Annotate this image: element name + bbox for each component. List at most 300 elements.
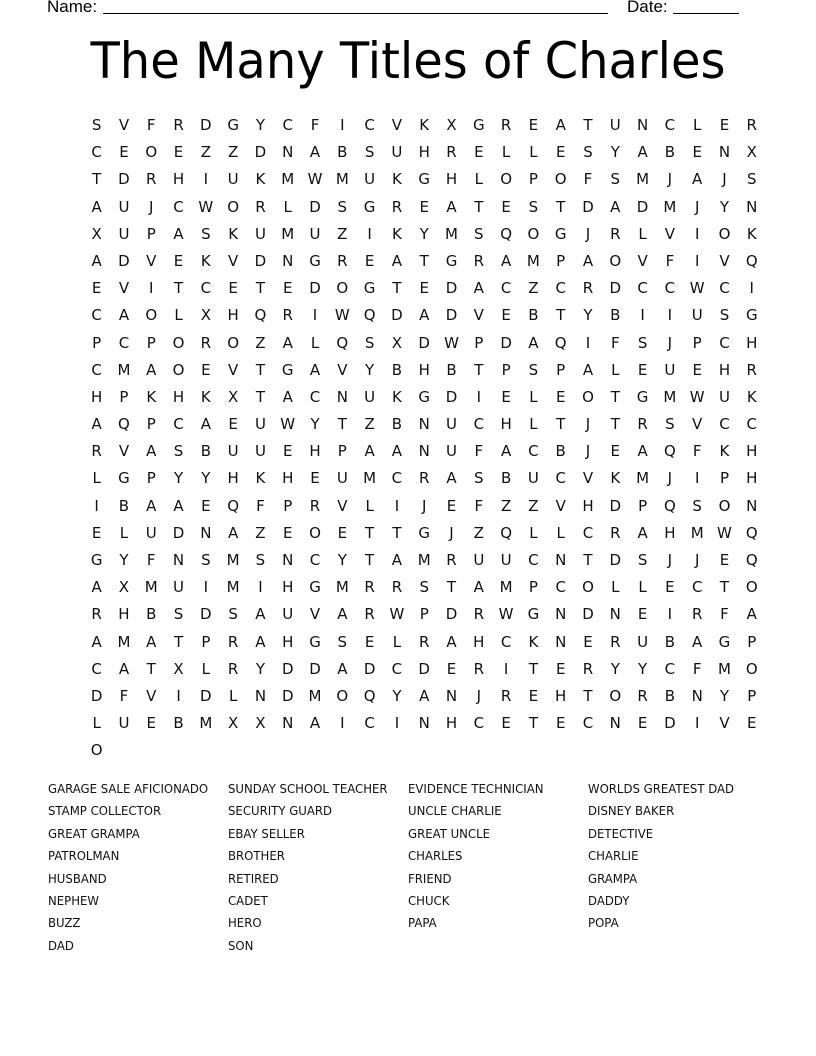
grid-cell: T: [173, 632, 184, 651]
grid-cell: T: [610, 387, 620, 406]
grid-cell: L: [611, 360, 620, 379]
grid-cell: Y: [610, 143, 620, 162]
grid-cell: G: [281, 360, 294, 379]
grid-cell: S: [747, 170, 757, 189]
grid-cell: O: [309, 523, 321, 542]
grid-cell: H: [418, 143, 430, 162]
word-list-column: [408, 778, 588, 957]
grid-cell: Q: [500, 523, 512, 542]
grid-cell: Y: [638, 659, 648, 678]
grid-cell: M: [363, 469, 377, 488]
grid-cell: E: [419, 279, 429, 298]
grid-cell: C: [364, 714, 375, 733]
grid-cell: N: [418, 415, 430, 434]
grid-cell: A: [473, 279, 484, 298]
grid-cell: H: [227, 469, 239, 488]
grid-cell: P: [146, 469, 156, 488]
grid-cell: Q: [500, 224, 512, 243]
grid-cell: J: [667, 170, 673, 189]
grid-cell: V: [692, 415, 703, 434]
grid-cell: Y: [583, 306, 593, 325]
grid-cell: U: [282, 605, 294, 624]
grid-cell: E: [310, 469, 320, 488]
grid-cell: R: [146, 170, 157, 189]
grid-cell: T: [583, 116, 593, 134]
grid-cell: O: [227, 333, 240, 352]
grid-cell: Z: [473, 523, 484, 542]
word-list-item: WORLDS GREATEST DAD: [588, 781, 735, 796]
grid-cell: O: [172, 333, 185, 352]
grid-cell: A: [446, 469, 457, 488]
grid-cell: G: [554, 224, 567, 243]
grid-cell: A: [200, 415, 211, 434]
grid-cell: C: [391, 659, 403, 678]
grid-cell: S: [337, 632, 348, 651]
grid-cell: T: [255, 279, 266, 298]
grid-cell: R: [200, 333, 212, 352]
grid-cell: U: [446, 442, 457, 461]
grid-cell: C: [473, 415, 485, 434]
grid-cell: G: [445, 251, 458, 270]
grid-cell: P: [747, 686, 757, 705]
grid-cell: S: [665, 415, 675, 434]
grid-cell: R: [473, 659, 485, 678]
grid-cell: E: [555, 143, 566, 162]
grid-cell: U: [527, 469, 539, 488]
grid-cell: A: [555, 116, 566, 134]
word-list-item: EBAY SELLER: [228, 825, 305, 841]
grid-cell: N: [282, 551, 294, 569]
grid-cell: E: [173, 143, 184, 162]
grid-cell: O: [745, 578, 758, 597]
grid-cell: C: [118, 333, 130, 352]
grid-cell: R: [282, 306, 293, 325]
grid-cell: V: [309, 605, 321, 624]
grid-cell: E: [91, 279, 102, 298]
grid-cell: K: [746, 224, 757, 243]
grid-cell: F: [310, 116, 320, 134]
grid-cell: U: [364, 170, 376, 189]
grid-cell: A: [91, 415, 102, 434]
grid-cell: V: [664, 224, 676, 243]
grid-cell: I: [340, 116, 345, 134]
word-list-item: CHARLIE: [588, 848, 639, 864]
grid-cell: B: [200, 442, 211, 461]
date-blank-line: [673, 13, 739, 14]
grid-cell: Y: [173, 469, 184, 488]
grid-cell: L: [392, 632, 402, 651]
grid-cell: D: [172, 523, 185, 542]
grid-cell: H: [746, 469, 758, 488]
grid-cell: M: [445, 224, 458, 243]
grid-cell: K: [255, 170, 266, 189]
grid-cell: A: [419, 686, 430, 705]
grid-cell: K: [146, 387, 157, 406]
grid-cell: E: [173, 251, 184, 270]
grid-cell: I: [503, 659, 509, 678]
grid-cell: F: [665, 251, 675, 270]
grid-cell: N: [282, 714, 294, 733]
grid-cell: P: [92, 333, 102, 352]
word-list-item: PATROLMAN: [48, 848, 120, 864]
grid-cell: S: [228, 605, 238, 624]
grid-cell: U: [391, 143, 403, 162]
grid-cell: S: [583, 143, 593, 162]
grid-cell: T: [556, 306, 566, 325]
grid-cell: T: [528, 659, 538, 678]
grid-cell: R: [91, 605, 102, 624]
grid-cell: T: [719, 578, 730, 597]
grid-cell: D: [309, 279, 321, 298]
grid-cell: E: [446, 496, 457, 515]
grid-cell: N: [555, 632, 567, 651]
grid-cell: F: [474, 496, 484, 515]
grid-cell: G: [636, 387, 649, 406]
grid-cell: R: [746, 360, 757, 379]
grid-cell: T: [173, 279, 184, 298]
grid-cell: R: [173, 116, 184, 134]
grid-cell: J: [449, 523, 454, 542]
word-list-item: POPA: [588, 915, 619, 931]
word-list-item: CHARLES: [408, 848, 463, 864]
grid-cell: A: [610, 197, 621, 216]
grid-cell: N: [418, 442, 430, 461]
grid-cell: C: [582, 714, 594, 733]
grid-cell: E: [692, 360, 702, 379]
grid-cell: D: [664, 714, 676, 733]
grid-cell: P: [337, 442, 347, 461]
grid-cell: Y: [610, 659, 620, 678]
grid-cell: K: [228, 224, 239, 243]
grid-cell: V: [473, 306, 484, 325]
grid-cell: T: [556, 415, 566, 434]
grid-cell: E: [528, 116, 539, 134]
grid-cell: A: [255, 605, 266, 624]
grid-cell: C: [664, 116, 676, 134]
grid-cell: K: [746, 387, 757, 406]
grid-cell: L: [529, 415, 538, 434]
grid-cell: C: [691, 578, 703, 597]
grid-cell: P: [692, 333, 702, 352]
grid-cell: F: [610, 333, 620, 352]
grid-cell: E: [282, 442, 293, 461]
grid-cell: L: [529, 387, 538, 406]
word-list-item: HUSBAND: [48, 870, 107, 886]
grid-cell: D: [445, 605, 458, 624]
grid-cell: T: [583, 686, 593, 705]
grid-cell: U: [718, 387, 730, 406]
grid-cell: O: [145, 143, 158, 162]
grid-cell: D: [309, 659, 321, 678]
grid-cell: A: [528, 333, 539, 352]
grid-cell: V: [637, 251, 648, 270]
grid-cell: E: [719, 116, 730, 134]
grid-cell: O: [227, 197, 240, 216]
grid-cell: E: [446, 659, 457, 678]
grid-cell: N: [282, 251, 294, 270]
grid-cell: E: [228, 415, 238, 434]
grid-cell: D: [200, 116, 212, 134]
grid-cell: H: [282, 578, 294, 597]
grid-cell: L: [310, 333, 320, 352]
grid-cell: A: [228, 523, 239, 542]
grid-cell: Q: [227, 496, 240, 515]
grid-cell: I: [694, 714, 700, 733]
grid-cell: A: [282, 333, 293, 352]
grid-cell: I: [694, 224, 700, 243]
grid-cell: O: [582, 578, 594, 597]
grid-cell: M: [199, 714, 213, 733]
grid-cell: T: [337, 415, 347, 434]
grid-cell: D: [609, 496, 622, 515]
grid-cell: X: [746, 143, 757, 162]
grid-cell: G: [472, 116, 485, 134]
grid-cell: W: [444, 333, 459, 352]
grid-cell: S: [255, 551, 266, 569]
grid-cell: T: [419, 251, 429, 270]
grid-cell: H: [282, 632, 294, 651]
grid-cell: P: [501, 360, 511, 379]
grid-cell: B: [664, 686, 676, 705]
grid-cell: Z: [255, 333, 266, 352]
grid-cell: G: [227, 116, 239, 134]
grid-cell: I: [394, 496, 400, 515]
grid-cell: Q: [363, 686, 376, 705]
grid-cell: N: [254, 686, 267, 705]
grid-cell: I: [394, 714, 400, 733]
grid-cell: T: [392, 279, 402, 298]
grid-cell: H: [309, 442, 321, 461]
grid-cell: L: [92, 469, 101, 488]
word-list-item: DISNEY BAKER: [588, 803, 675, 819]
grid-cell: H: [746, 442, 758, 461]
grid-cell: L: [174, 306, 183, 325]
grid-cell: C: [391, 469, 403, 488]
grid-cell: M: [718, 659, 731, 678]
grid-cell: E: [555, 714, 566, 733]
grid-cell: A: [637, 523, 648, 542]
grid-cell: H: [582, 496, 594, 515]
grid-cell: A: [146, 496, 157, 515]
grid-cell: T: [583, 551, 593, 569]
grid-cell: E: [692, 143, 702, 162]
grid-cell: V: [391, 116, 403, 134]
grid-cell: E: [364, 632, 375, 651]
grid-cell: J: [722, 170, 727, 189]
grid-cell: R: [91, 442, 102, 461]
grid-cell: W: [498, 605, 514, 624]
grid-cell: B: [337, 143, 348, 162]
grid-cell: B: [664, 143, 676, 162]
grid-cell: Y: [337, 551, 347, 569]
grid-cell: R: [364, 578, 375, 597]
grid-cell: B: [146, 605, 157, 624]
grid-cell: R: [446, 143, 457, 162]
grid-cell: C: [528, 551, 539, 569]
grid-cell: U: [500, 551, 512, 569]
grid-cell: L: [556, 523, 565, 542]
grid-cell: E: [364, 251, 375, 270]
grid-cell: Y: [255, 659, 266, 678]
grid-cell: T: [446, 578, 457, 597]
grid-cell: S: [173, 605, 184, 624]
grid-cell: R: [309, 496, 321, 515]
grid-cell: Z: [227, 143, 239, 162]
word-list-item: BUZZ: [48, 915, 81, 931]
grid-cell: H: [418, 360, 430, 379]
grid-cell: U: [336, 469, 348, 488]
word-list-column: [588, 778, 768, 957]
grid-cell: E: [419, 197, 429, 216]
grid-cell: A: [692, 170, 703, 189]
grid-cell: R: [500, 116, 512, 134]
grid-cell: C: [555, 578, 566, 597]
grid-cell: D: [118, 170, 130, 189]
grid-cell: D: [90, 686, 103, 705]
grid-cell: P: [719, 469, 729, 488]
grid-cell: O: [145, 306, 158, 325]
grid-cell: A: [309, 360, 321, 379]
grid-cell: S: [91, 116, 102, 134]
grid-cell: R: [227, 632, 239, 651]
grid-cell: K: [200, 251, 211, 270]
grid-cell: H: [445, 714, 458, 733]
name-blank-line: [103, 13, 608, 14]
grid-cell: R: [610, 224, 621, 243]
grid-cell: X: [446, 116, 457, 134]
grid-cell: J: [694, 551, 700, 569]
grid-cell: B: [528, 306, 539, 325]
grid-cell: F: [146, 116, 156, 134]
grid-cell: F: [119, 686, 129, 705]
grid-cell: X: [227, 714, 239, 733]
grid-cell: V: [228, 251, 239, 270]
grid-cell: L: [201, 659, 211, 678]
grid-cell: N: [609, 714, 621, 733]
word-list-item: PAPA: [408, 915, 437, 931]
grid-cell: X: [91, 224, 102, 243]
grid-cell: E: [665, 578, 675, 597]
grid-cell: C: [91, 306, 102, 325]
grid-cell: K: [200, 387, 211, 406]
grid-cell: D: [254, 251, 267, 270]
grid-cell: E: [637, 605, 648, 624]
grid-cell: I: [312, 306, 318, 325]
grid-cell: D: [636, 197, 649, 216]
grid-cell: M: [281, 170, 295, 189]
grid-cell: P: [747, 632, 757, 651]
grid-cell: J: [667, 333, 673, 352]
grid-cell: G: [309, 578, 321, 597]
grid-cell: C: [555, 469, 566, 488]
grid-cell: D: [254, 143, 267, 162]
grid-cell: G: [527, 605, 540, 624]
grid-cell: U: [473, 551, 485, 569]
grid-cell: U: [364, 387, 376, 406]
grid-cell: N: [609, 605, 621, 624]
grid-cell: P: [283, 496, 293, 515]
grid-cell: I: [694, 251, 700, 270]
grid-cell: N: [445, 686, 458, 705]
grid-cell: C: [719, 415, 730, 434]
grid-cell: H: [473, 632, 485, 651]
grid-cell: S: [364, 143, 375, 162]
grid-cell: X: [173, 659, 184, 678]
grid-cell: D: [281, 686, 294, 705]
word-list-item: GARAGE SALE AFICIONADO: [48, 781, 209, 796]
word-list-item: CADET: [228, 893, 268, 909]
grid-cell: E: [337, 523, 348, 542]
grid-cell: P: [146, 415, 156, 434]
grid-cell: A: [446, 632, 457, 651]
word-list-item: SUNDAY SCHOOL TEACHER: [228, 781, 388, 796]
grid-cell: X: [255, 714, 266, 733]
grid-cell: J: [421, 496, 427, 515]
word-list: [48, 778, 788, 957]
grid-cell: Q: [363, 306, 376, 325]
grid-cell: B: [446, 360, 457, 379]
grid-cell: C: [173, 415, 184, 434]
grid-cell: W: [689, 387, 705, 406]
grid-cell: Z: [364, 415, 375, 434]
grid-cell: E: [637, 714, 648, 733]
grid-cell: Q: [336, 333, 349, 352]
grid-cell: W: [334, 306, 350, 325]
grid-cell: S: [419, 578, 429, 597]
grid-cell: K: [391, 224, 402, 243]
grid-cell: J: [667, 469, 673, 488]
grid-cell: U: [118, 224, 130, 243]
header-fields: [47, 0, 747, 19]
grid-cell: V: [337, 360, 348, 379]
grid-cell: K: [391, 170, 402, 189]
word-list-item: UNCLE CHARLIE: [408, 803, 502, 819]
grid-cell: O: [90, 741, 103, 760]
grid-cell: D: [281, 659, 294, 678]
grid-cell: P: [528, 170, 538, 189]
grid-cell: Z: [255, 523, 266, 542]
grid-cell: S: [364, 333, 375, 352]
grid-cell: U: [254, 442, 266, 461]
grid-cell: T: [474, 197, 484, 216]
grid-cell: A: [309, 143, 321, 162]
grid-cell: A: [337, 659, 348, 678]
grid-cell: O: [554, 170, 567, 189]
grid-cell: O: [582, 387, 594, 406]
grid-cell: R: [364, 605, 375, 624]
grid-cell: E: [501, 387, 511, 406]
grid-cell: M: [226, 578, 240, 597]
grid-cell: N: [336, 387, 348, 406]
grid-cell: P: [146, 224, 156, 243]
grid-cell: T: [610, 415, 620, 434]
grid-cell: E: [201, 496, 211, 515]
grid-cell: A: [391, 251, 403, 270]
grid-cell: F: [720, 605, 729, 624]
grid-cell: J: [585, 442, 591, 461]
grid-cell: D: [309, 197, 321, 216]
grid-cell: E: [474, 143, 484, 162]
grid-cell: B: [610, 306, 621, 325]
grid-cell: C: [555, 279, 566, 298]
grid-cell: V: [146, 251, 157, 270]
grid-cell: H: [746, 333, 758, 352]
grid-cell: J: [585, 415, 591, 434]
grid-cell: G: [745, 306, 758, 325]
grid-cell: U: [664, 360, 676, 379]
grid-cell: H: [172, 170, 185, 189]
grid-cell: A: [692, 632, 703, 651]
